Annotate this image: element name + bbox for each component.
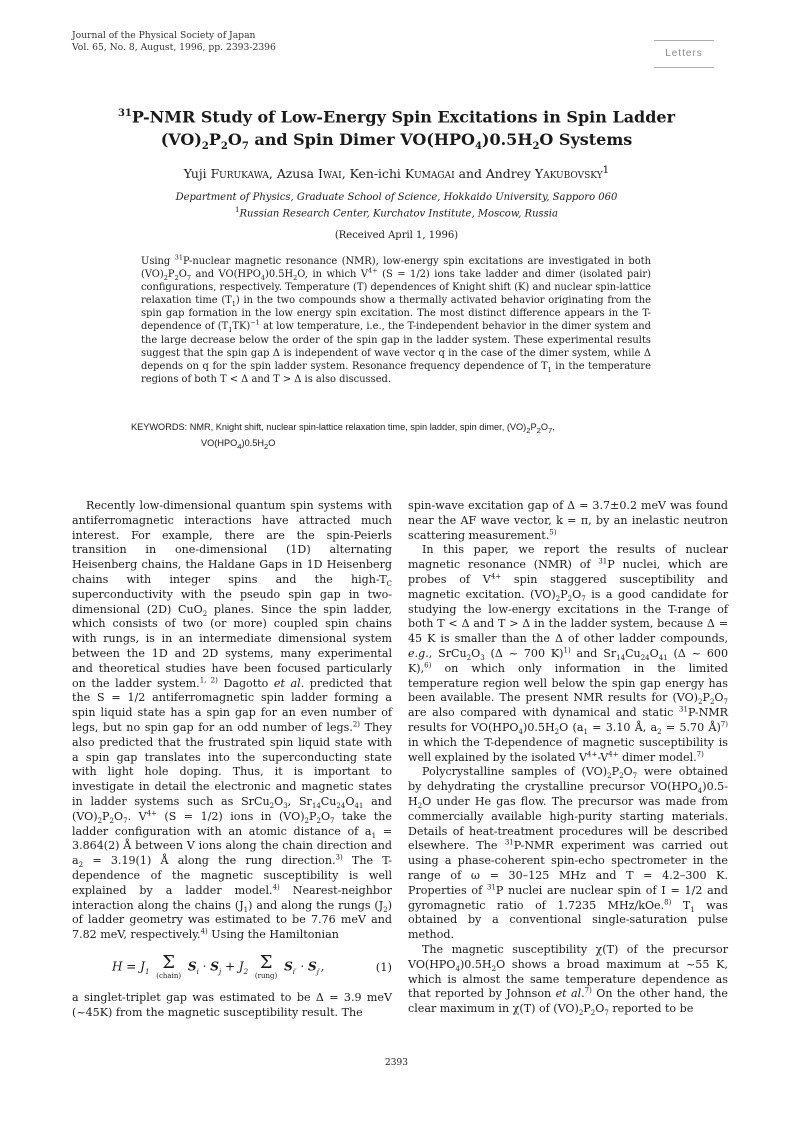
paragraph: The magnetic susceptibility χ(T) of the precursor $VO(HPO_4)0.5H_2O$ shows a broad maximum at ~55 K, which is almost the same temperature dependence as that reported by Johnson et al.$^{7)}$ On the other hand, the clear maximum in χ(T) of $(VO)_2P_2O_7$ reported to be <box>408 942 728 1018</box>
affiliation-kurchatov: $^1$Russian Research Center, Kurchatov Institute, Moscow, Russia <box>235 206 558 220</box>
paragraph: Recently low-dimensional quantum spin systems with antiferromagnetic interactions have attracted much interest. For example, there are the spin-Peierls transition in one-dimensional (1D) alternating Heisenberg chains, the Haldane Gaps in 1D Heisenberg chains with integer spins and the high-$T_C$ superconductivity with the pseudo spin gap in two-dimensional (2D) CuO$_2$ planes. Since the spin ladder, which consists of two (or more) coupled spin chains with rungs, is in an intermediate dimensional system between the 1D and 2D systems, many experimental and theoretical studies have been focused particularly on the ladder system.$^{1, 2)}$ Dagotto et al. predicted that the S = 1/2 antiferromagnetic spin ladder forming a spin liquid state has a spin gap for an even number of legs, but no spin gap for an odd number of legs.$^{2)}$ They also predicted that the frustrated spin liquid state with a spin gap translates into the superconducting state with light hole doping. Thus, it is important to investigate in detail the electronic and magnetic states in ladder systems such as $SrCu_2O_3$, $Sr_{14}Cu_{24}O_{41}$ and $(VO)_2P_2O_7$. $V^{4+}$ (S = 1/2) ions in $(VO)_2P_2O_7$ take the ladder configuration with an atomic distance of $a_1 = 3.864(2)$ Å between V ions along the chain direction and $a_2 = 3.19(1)$ Å along the rung direction.$^{3)}$ The T-dependence of the magnetic susceptibility is well explained by a ladder model.$^{4)}$ Nearest-neighbor interaction along the chains $(J_1)$ and along the rungs $(J_2)$ of ladder geometry was estimated to be 7.76 meV and 7.82 meV, respectively.$^{4)}$ Using the Hamiltonian <box>72 499 393 942</box>
affiliation-hokkaido: Department of Physics, Graduate School of Science, Hokkaido University, Sapporo 060 <box>175 192 618 203</box>
keywords: KEYWORDS: NMR, Knight shift, nuclear spin-lattice relaxation time, spin ladder, spin dimer, $(VO)_2P_2O_7$, $VO(HPO_4)0.5H_2O$ <box>131 422 555 451</box>
paragraph: spin-wave excitation gap of Δ = 3.7±0.2 meV was found near the AF wave vector, k = π, by an inelastic neutron scattering measurement.$^{5)}$ <box>408 499 728 542</box>
paper-title: $^{31}$P-NMR Study of Low-Energy Spin Excitations in Spin Ladder $(VO)_2P_2O_7$ and Spin Dimer $VO(HPO_4)0.5H_2O$ Systems <box>117 107 676 153</box>
body-column-left <box>72 499 392 1021</box>
section-badge: Letters <box>654 40 714 68</box>
page-number: 2393 <box>385 1058 408 1068</box>
affiliations <box>90 191 703 220</box>
journal-header <box>72 30 276 54</box>
abstract: Using $^{31}$P-nuclear magnetic resonance (NMR), low-energy spin excitations are investigated in both $(VO)_2P_2O_7$ and $VO(HPO_4)0.5H_2O$, in which $V^{4+}$ (S = 1/2) ions take ladder and dimer (isolated pair) configurations, respectively. Temperature (T) dependences of Knight shift (K) and nuclear spin-lattice relaxation time $(T_1)$ in the two compounds show a thermally activated behavior originating from the spin gap formation in the low energy spin excitation. The most distinct difference appears in the T-dependence of $(T_1TK)^{-1}$ at low temperature, i.e., the T-independent behavior in the dimer system and the large decrease below the order of the spin gap in the ladder system. These experimental results suggest that the spin gap Δ is independent of wave vector q in the case of the dimer system, while Δ depends on q for the spin ladder system. Resonance frequency dependence of $T_1$ in the temperature regions of both T < Δ and T > Δ is also discussed. <box>141 253 651 385</box>
author-list: Yuji Furukawa, Azusa Iwai, Ken-ichi Kumagai and Andrey Yakubovsky$^1$ <box>183 164 610 182</box>
journal-name: Journal of the Physical Society of Japan <box>72 30 256 41</box>
equation-number: (1) <box>375 959 392 974</box>
body-column-right <box>408 499 728 1017</box>
paragraph: Polycrystalline samples of $(VO)_2P_2O_7$ were obtained by dehydrating the crystalline precursor $VO(HPO_4)0.5-H_2O$ under He gas flow. The precursor was made from commercially available high-purity starting materials. Details of heat-treatment procedures will be described elsewhere. The $^{31}$P-NMR experiment was carried out using a phase-coherent spin-echo spectrometer in the range of ω = 30–125 MHz and T = 4.2–300 K. Properties of $^{31}$P nuclei are nuclear spin of I = 1/2 and gyromagnetic ratio of 1.7235 MHz/kOe.$^{8)}$ $T_1$ was obtained by a conventional single-saturation pulse method. <box>408 765 728 942</box>
volume-line: Vol. 65, No. 8, August, 1996, pp. 2393-2396 <box>72 42 276 53</box>
paragraph: In this paper, we report the results of nuclear magnetic resonance (NMR) of $^{31}$P nuclei, which are probes of $V^{4+}$ spin staggered susceptibility and magnetic excitation. $(VO)_2P_2O_7$ is a good candidate for studying the low-energy excitations in the T-range of both T < Δ and T > Δ in the ladder system, because Δ = 45 K is smaller than the Δ of other ladder compounds, e.g., $SrCu_2O_3$ (Δ ~ 700 K)$^{1)}$ and $Sr_{14}Cu_{24}O_{41}$ (Δ ~ 600 K),$^{6)}$ on which only information in the limited temperature region well below the spin gap energy has been available. The present NMR results for $(VO)_2P_2O_7$ are also compared with dynamical and static $^{31}$P-NMR results for $VO(HPO_4)0.5H_2O$ ($a_1 = 3.10$ Å, $a_2 = 5.70$ Å)$^{7)}$ in which the T-dependence of magnetic susceptibility is well explained by the isolated $V^{4+}-V^{4+}$ dimer model.$^{7)}$ <box>408 543 728 764</box>
received-date: (Received April 1, 1996) <box>334 230 459 241</box>
hamiltonian-equation: $H = J_1$ Σ (chain) $S_i \cdot S_j + J_2$ Σ (rung) $S_{i'} \cdot S_{j'}$, (1) <box>112 951 392 980</box>
paragraph: a singlet-triplet gap was estimated to be Δ = 3.9 meV (~45K) from the magnetic susceptibility result. The <box>72 990 392 1019</box>
